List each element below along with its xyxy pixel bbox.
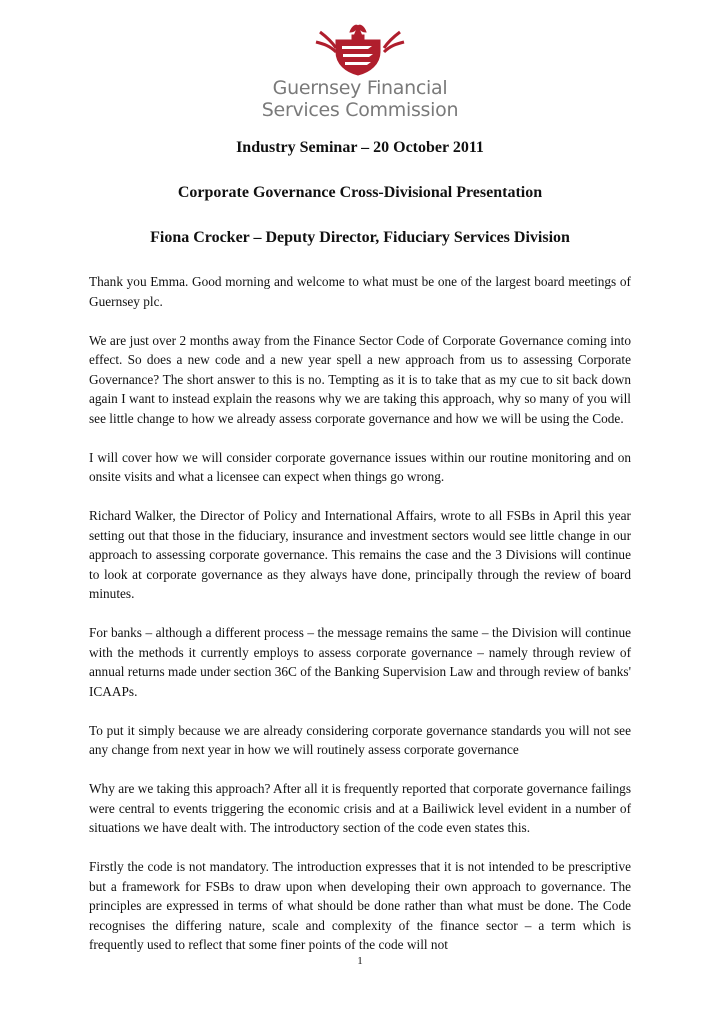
page-number: 1 [357,955,363,967]
paragraph: For banks – although a different process – the message remains the same – the Division will continue with the methods it currently employs to assess corporate governance – namely through review of annual returns made under section 36C of the Banking Supervision Law and through review of banks' ICAAPs. [89,625,631,699]
paragraph: Firstly the code is not mandatory. The introduction expresses that it is not intended to be prescriptive but a framework for FSBs to draw upon when developing their own approach to governance. The principles are expressed in terms of what should be done rather than what must be done. The Code recognises the differing nature, scale and complexity of the finance sector – a term which is frequently used to reflect that some finer points of the code will not [89,859,631,952]
speaker-heading: Fiona Crocker – Deputy Director, Fiduciary Services Division [150,229,570,246]
paragraph: To put it simply because we are already considering corporate governance standards you will not see any change from next year in how we will routinely assess corporate governance [89,722,631,757]
org-name-line-1: Guernsey Financial [272,77,448,99]
document-body [89,272,631,974]
org-name-line-2: Services Commission [261,99,459,121]
document-headings [0,138,720,248]
presentation-title: Corporate Governance Cross-Divisional Presentation [177,184,543,201]
paragraph: We are just over 2 months away from the Finance Sector Code of Corporate Governance coming into effect. So does a new code and a new year spell a new approach from us to assessing Corporate Governance? The short answer to this is no. Tempting as it is to take that as my cue to sit back down again I want to instead explain the reasons why we are taking this approach, why so many of you will see little change to how we already assess corporate governance and how we will be using the Code. [89,332,631,426]
lions-crest-icon [314,22,406,76]
gfsc-logo [0,22,720,122]
paragraph: Thank you Emma. Good morning and welcome to what must be one of the largest board meetings of Guernsey plc. [89,274,631,309]
event-heading: Industry Seminar – 20 October 2011 [236,139,484,156]
paragraph: I will cover how we will consider corporate governance issues within our routine monitoring and on onsite visits and what a licensee can expect when things go wrong. [89,449,631,484]
paragraph: Richard Walker, the Director of Policy and International Affairs, wrote to all FSBs in April this year setting out that those in the fiduciary, insurance and investment sectors would see little change in our approach to assessing corporate governance. This remains the case and the 3 Divisions will continue to look at corporate governance as they always have done, principally through the review of board minutes. [89,508,631,601]
paragraph: Why are we taking this approach? After all it is frequently reported that corporate governance failings were central to events triggering the economic crisis and at a Bailiwick level evident in a number of situations we have dealt with. The introductory section of the code even states this. [89,781,631,835]
